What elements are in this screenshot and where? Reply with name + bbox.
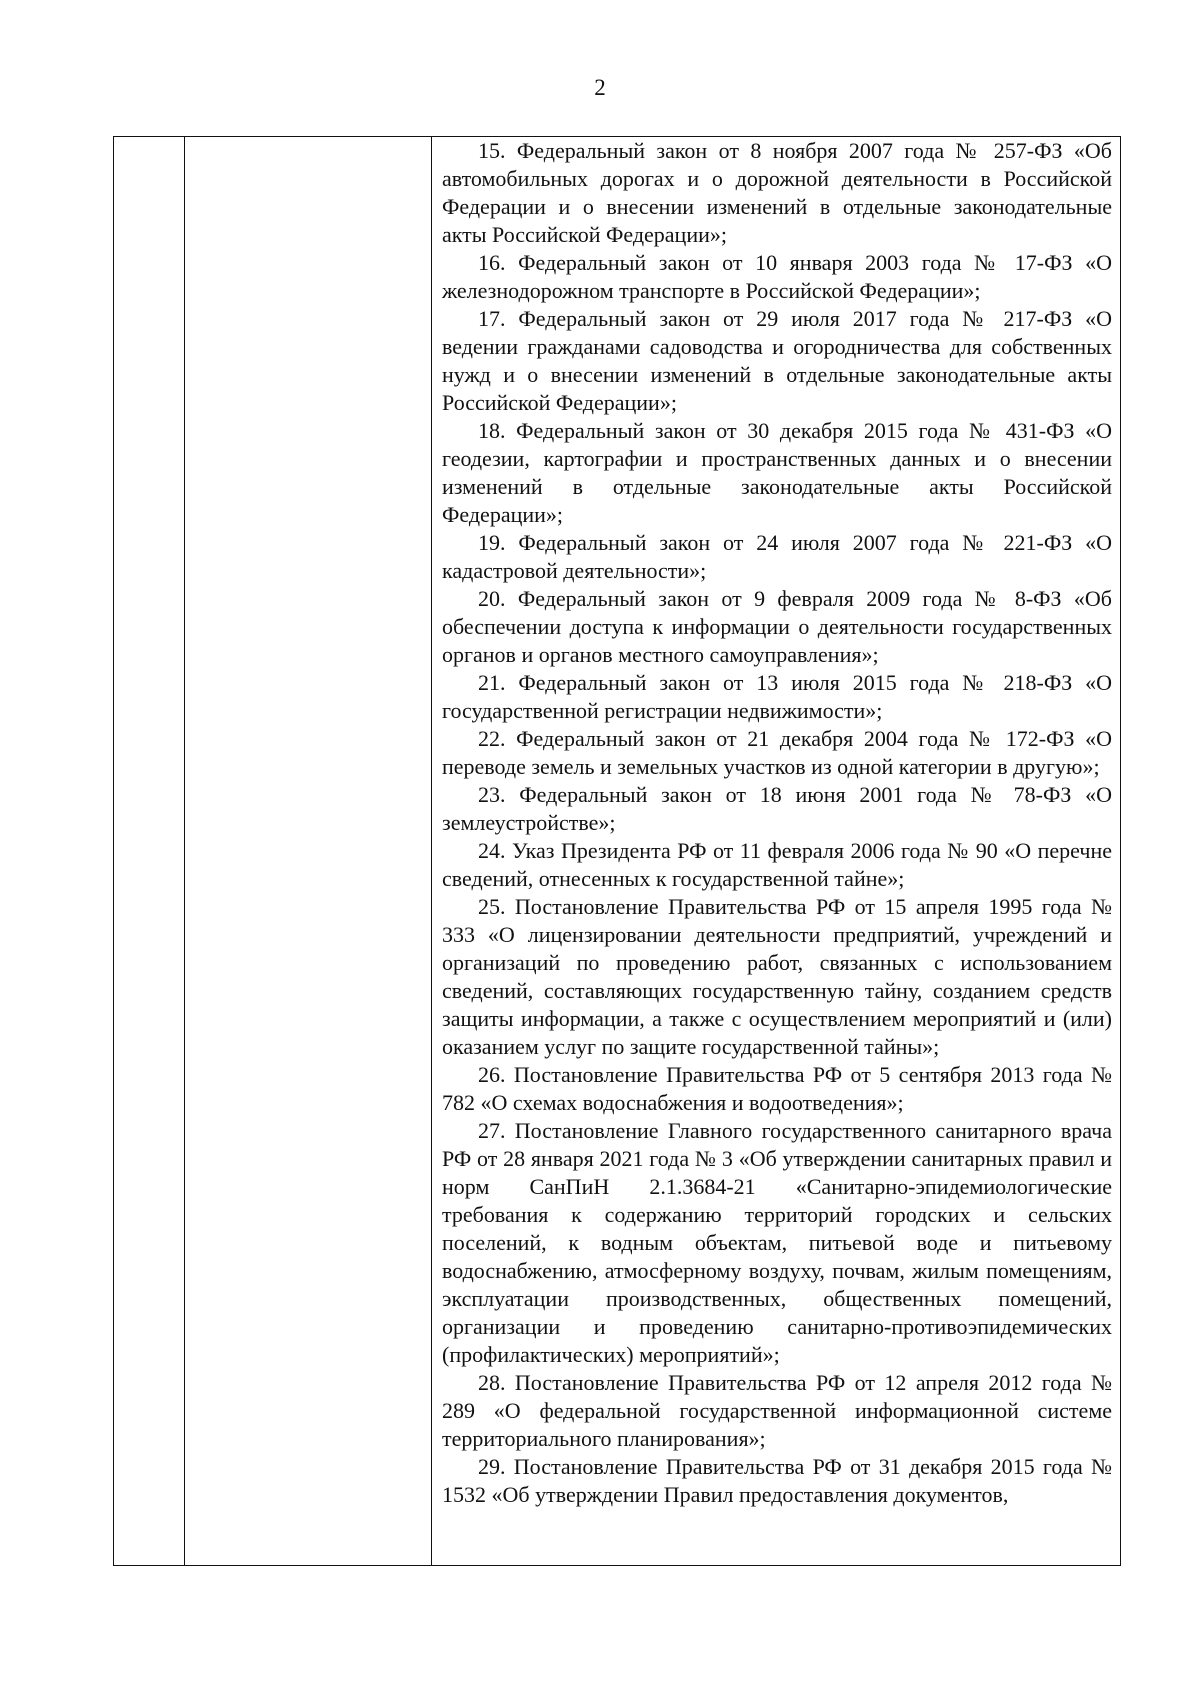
list-item: 16. Федеральный закон от 10 января 2003 года № 17-ФЗ «О железнодорожном транспорте в Российской Федерации»; xyxy=(442,250,1112,303)
table-row xyxy=(114,137,1121,1566)
list-item: 21. Федеральный закон от 13 июля 2015 года № 218-ФЗ «О государственной регистрации недвижимости»; xyxy=(442,670,1112,723)
list-item: 23. Федеральный закон от 18 июня 2001 года № 78-ФЗ «О землеустройстве»; xyxy=(442,782,1112,835)
list-item: 15. Федеральный закон от 8 ноября 2007 года № 257-ФЗ «Об автомобильных дорогах и о дорожной деятельности в Российской Федерации и о внесении изменений в отдельные законодательные акты Российской Федерации»; xyxy=(442,138,1112,247)
page-number: 2 xyxy=(594,75,606,100)
list-item: 22. Федеральный закон от 21 декабря 2004 года № 172-ФЗ «О переводе земель и земельных участков из одной категории в другую»; xyxy=(442,726,1112,779)
list-item: 29. Постановление Правительства РФ от 31 декабря 2015 года № 1532 «Об утверждении Правил предоставления документов, xyxy=(442,1454,1112,1507)
list-item: 24. Указ Президента РФ от 11 февраля 2006 года № 90 «О перечне сведений, отнесенных к государственной тайне»; xyxy=(442,838,1112,891)
legal-acts-table xyxy=(113,136,1121,1566)
list-item: 27. Постановление Главного государственного санитарного врача РФ от 28 января 2021 года № 3 «Об утверждении санитарных правил и норм СанПиН 2.1.3684-21 «Санитарно-эпидемиологические требования к содержанию территорий городских и сельских поселений, к водным объектам, питьевой воде и питьевому водоснабжению, атмосферному воздуху, почвам, жилым помещениям, эксплуатации производственных, общественных помещений, организации и проведению санитарно-противоэпидемических (профилактических) мероприятий»; xyxy=(442,1118,1112,1367)
list-item: 17. Федеральный закон от 29 июля 2017 года № 217-ФЗ «О ведении гражданами садоводства и огородничества для собственных нужд и о внесении изменений в отдельные законодательные акты Российской Федерации»; xyxy=(442,306,1112,415)
number-cell xyxy=(114,137,185,1566)
list-item: 20. Федеральный закон от 9 февраля 2009 года № 8-ФЗ «Об обеспечении доступа к информации о деятельности государственных органов и органов местного самоуправления»; xyxy=(442,586,1112,667)
list-item: 19. Федеральный закон от 24 июля 2007 года № 221-ФЗ «О кадастровой деятельности»; xyxy=(442,530,1112,583)
legal-acts-cell xyxy=(432,137,1121,1566)
list-item: 18. Федеральный закон от 30 декабря 2015 года № 431-ФЗ «О геодезии, картографии и пространственных данных и о внесении изменений в отдельные законодательные акты Российской Федерации»; xyxy=(442,418,1112,527)
legal-acts-list xyxy=(442,137,1112,1509)
list-item: 26. Постановление Правительства РФ от 5 сентября 2013 года № 782 «О схемах водоснабжения и водоотведения»; xyxy=(442,1062,1112,1115)
list-item: 28. Постановление Правительства РФ от 12 апреля 2012 года № 289 «О федеральной государственной информационной системе территориального планирования»; xyxy=(442,1370,1112,1451)
name-cell xyxy=(185,137,432,1566)
list-item: 25. Постановление Правительства РФ от 15 апреля 1995 года № 333 «О лицензировании деятельности предприятий, учреждений и организаций по проведению работ, связанных с использованием сведений, составляющих государственную тайну, созданием средств защиты информации, а также с осуществлением мероприятий и (или) оказанием услуг по защите государственной тайны»; xyxy=(442,894,1112,1059)
